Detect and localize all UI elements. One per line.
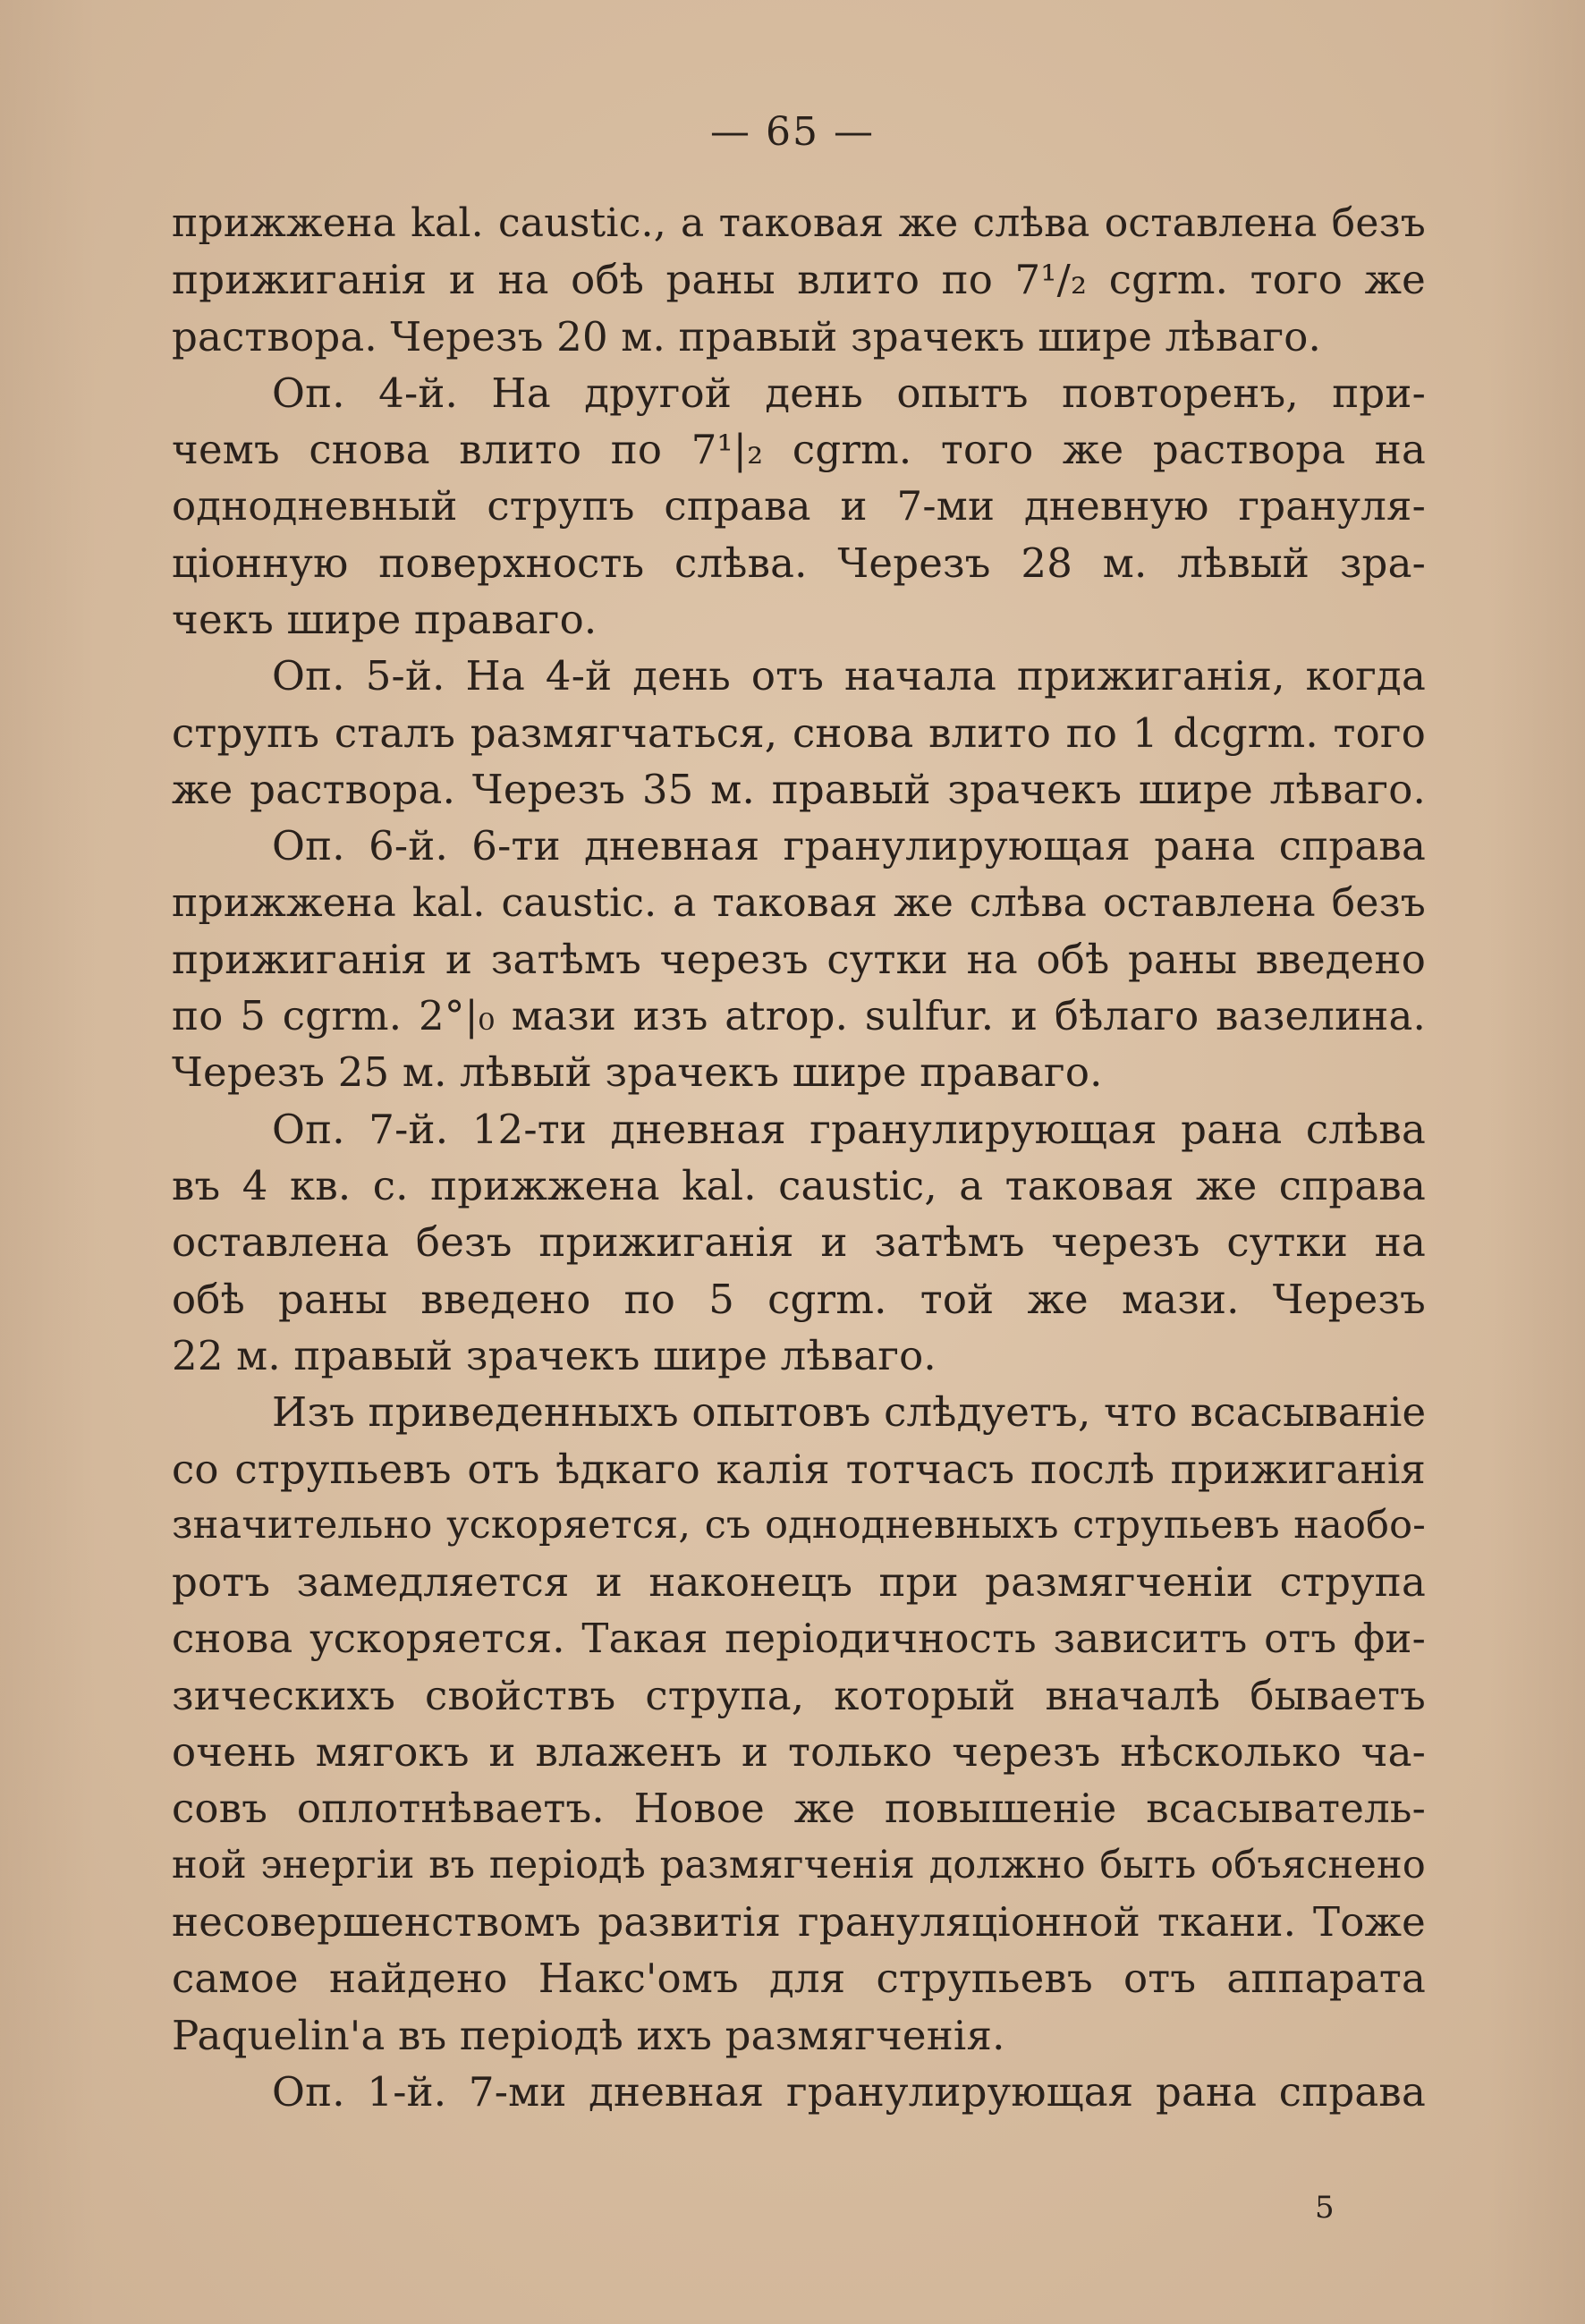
text-line: раствора. Черезъ 20 м. правый зрачекъ шире лѣваго. bbox=[172, 312, 1322, 360]
text-line: значительно ускоряется, съ однодневныхъ струпьевъ наобо- bbox=[172, 1502, 1426, 1548]
text-line: со струпьевъ отъ ѣдкаго калія тотчасъ послѣ прижиганія bbox=[172, 1445, 1426, 1493]
text-line: обѣ раны введено по 5 cgrm. той же мази. Черезъ bbox=[172, 1275, 1426, 1323]
text-line: же раствора. Черезъ 35 м. правый зрачекъ шире лѣваго. bbox=[172, 765, 1426, 813]
text-line: ціонную поверхность слѣва. Черезъ 28 м. лѣвый зра- bbox=[172, 539, 1426, 587]
body-text bbox=[172, 195, 1426, 2120]
text-line: Оп. 6-й. 6-ти дневная гранулирующая рана справа bbox=[272, 822, 1426, 870]
text-line: струпъ сталъ размягчаться, снова влито по 1 dcgrm. того bbox=[172, 708, 1426, 757]
signature-mark: 5 bbox=[1315, 2190, 1335, 2226]
text-line: ротъ замедляется и наконецъ при размягченіи струпа bbox=[172, 1558, 1426, 1607]
text-line: зическихъ свойствъ струпа, который вначалѣ бываетъ bbox=[172, 1671, 1426, 1719]
text-line: оставлена безъ прижиганія и затѣмъ черезъ сутки на bbox=[172, 1218, 1426, 1267]
text-line: 22 м. правый зрачекъ шире лѣваго. bbox=[172, 1331, 937, 1379]
text-line: по 5 cgrm. 2°|₀ мази изъ atrop. sulfur. и бѣлаго вазелина. bbox=[172, 992, 1426, 1040]
text-line: Оп. 7-й. 12-ти дневная гранулирующая рана слѣва bbox=[272, 1105, 1426, 1153]
text-line: ной энергіи въ періодѣ размягченія должно быть объяснено bbox=[172, 1842, 1426, 1887]
text-line: чемъ снова влито по 7¹|₂ cgrm. того же раствора на bbox=[172, 426, 1426, 474]
text-line: чекъ шире праваго. bbox=[172, 596, 598, 644]
text-line: Оп. 5-й. На 4-й день отъ начала прижиганія, когда bbox=[272, 652, 1426, 700]
text-line: очень мягокъ и влаженъ и только черезъ нѣсколько ча- bbox=[172, 1728, 1426, 1777]
text-line: Оп. 4-й. На другой день опытъ повторенъ, при- bbox=[272, 369, 1426, 417]
text-line: прижиганія и затѣмъ черезъ сутки на обѣ раны введено bbox=[172, 935, 1426, 983]
text-line: Paquelin'а въ періодѣ ихъ размягченія. bbox=[172, 2011, 1005, 2059]
text-line: прижжена kal. caustic. а таковая же слѣва оставлена безъ bbox=[172, 879, 1426, 926]
text-line: снова ускоряется. Такая періодичность зависитъ отъ фи- bbox=[172, 1615, 1426, 1663]
text-line: Оп. 1-й. 7-ми дневная гранулирующая рана справа bbox=[272, 2067, 1426, 2116]
text-line: совъ оплотнѣваетъ. Новое же повышеніе всасыватель- bbox=[172, 1785, 1426, 1833]
text-line: въ 4 кв. с. прижжена kal. caustic, а таковая же справа bbox=[172, 1162, 1426, 1210]
text-line: прижжена kal. caustic., а таковая же слѣва оставлена безъ bbox=[172, 200, 1426, 246]
text-line: самое найдено Накс'омъ для струпьевъ отъ аппарата bbox=[172, 1955, 1426, 2003]
text-line: Изъ приведенныхъ опытовъ слѣдуетъ, что всасываніе bbox=[272, 1388, 1427, 1437]
text-line: прижиганія и на обѣ раны влито по 7¹/₂ cgrm. того же bbox=[172, 256, 1426, 304]
text-line: несовершенствомъ развитія грануляціонной ткани. Тоже bbox=[172, 1897, 1426, 1946]
page-number: — 65 — bbox=[710, 109, 875, 155]
text-line: Черезъ 25 м. лѣвый зрачекъ шире праваго. bbox=[172, 1048, 1103, 1097]
text-line: однодневный струпъ справа и 7-ми дневную грануля- bbox=[172, 482, 1426, 530]
